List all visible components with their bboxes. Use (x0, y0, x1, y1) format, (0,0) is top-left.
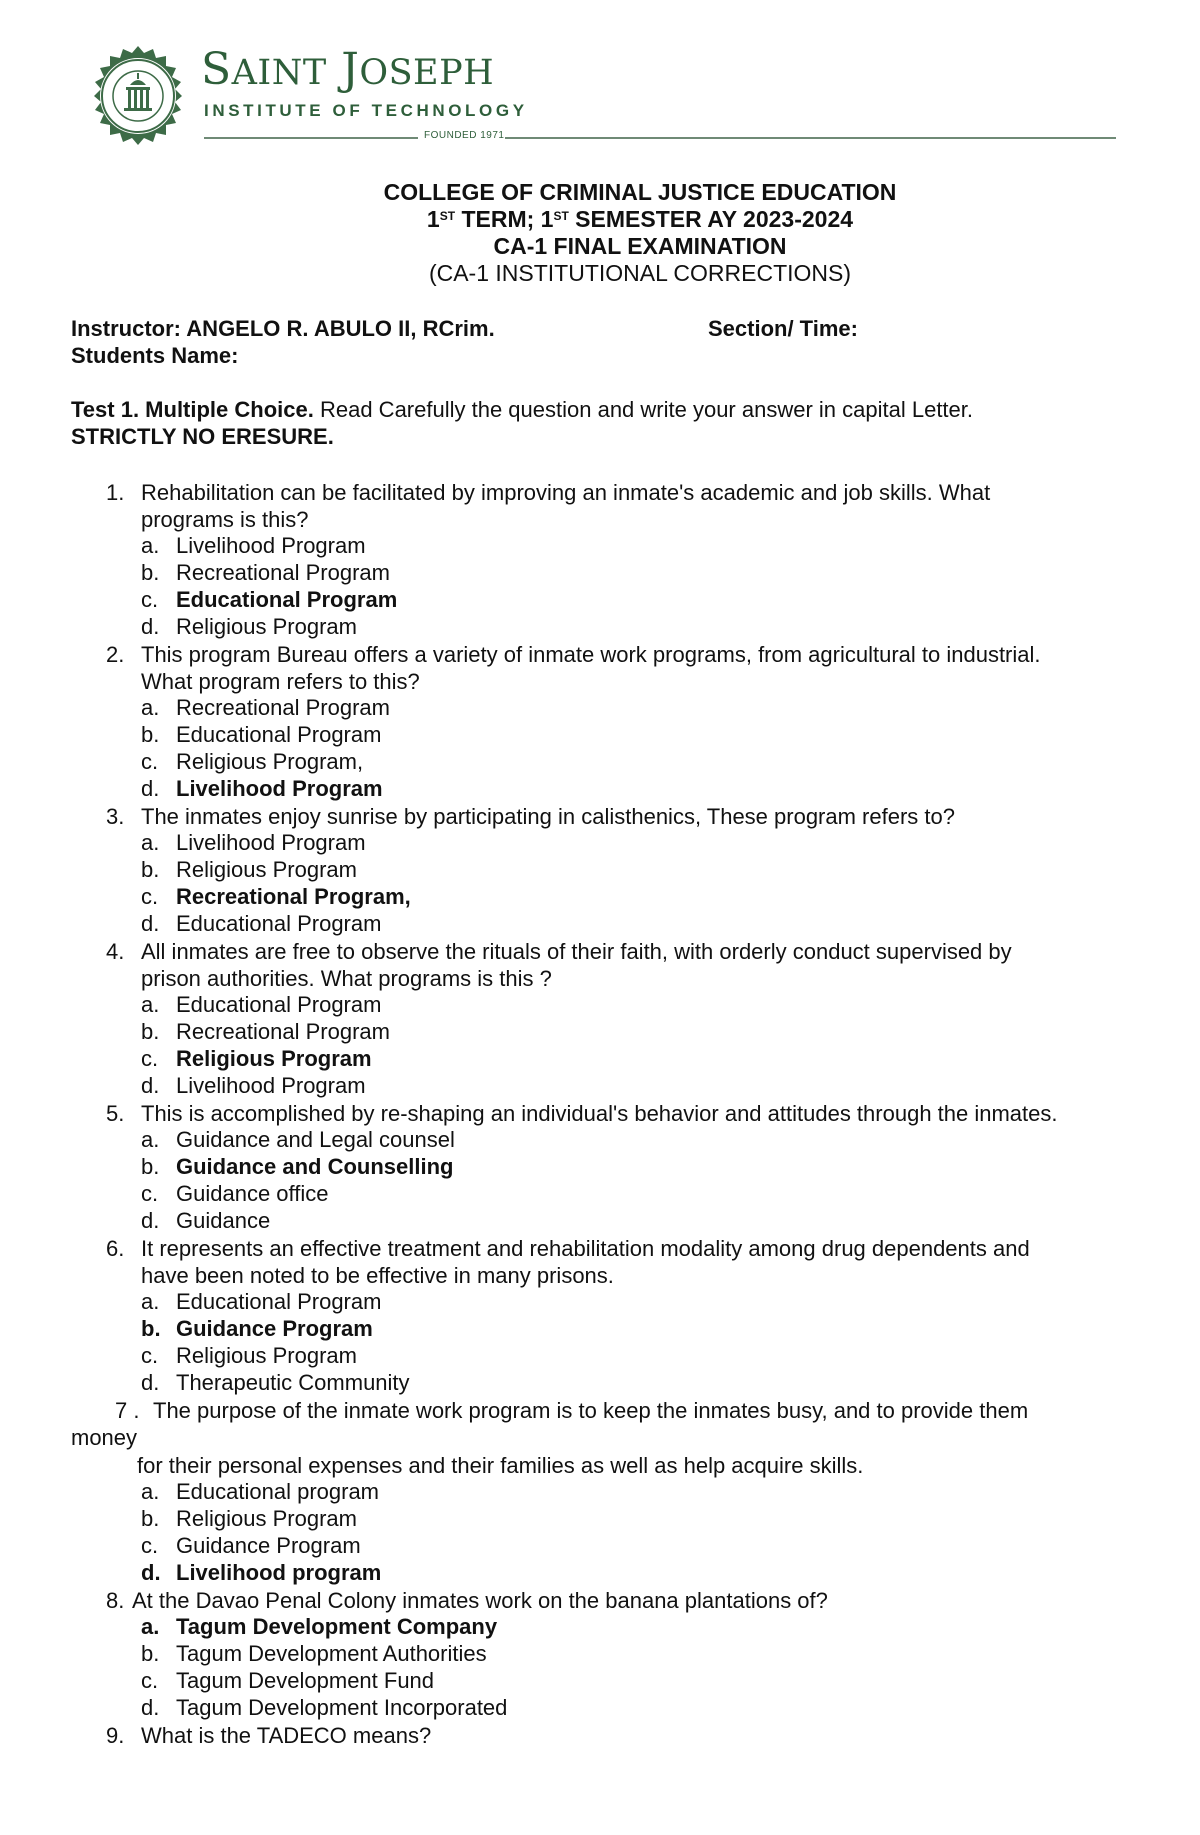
exam-page: SAINT JOSEPH INSTITUTE OF TECHNOLOGY FOUNDED 1971 COLLEGE OF CRIMINAL JUSTICE EDUCATION 1ST TERM; 1ST SEMESTER AY 2023-2024 CA-1 FINAL EXAMINATION (CA-1 INSTITUTIONAL CORRECTIONS) Instructor: ANGELO R. ABULO II, RCrim. Section/ Time: Students Name: Test 1. Multiple Choice. Read Carefully the question and write your answer in capital Letter. STRICTLY NO ERESURE. 1. Rehabilitation can be facilitated by improving an inmate's academic and job skills. What programs is this? a. Livelihood Program b. Recreational Program c. Educational Program d. Religious Program 2. This program Bureau offers a variety of inmate work programs, from agricultural to industrial. What program refers to this? a. Recreational Program b. Educational Program c. Religious Program, d. Livelihood Program 3. The inmates enjoy sunrise by participating in calisthenics, These program refers to? a. Livelihood Program b. Religious Program c. Recreational Program, d. Educational Program 4. All inmates are free to observe the rituals of their faith, with orderly conduct supervised by prison authorities. What programs is this ? a. Educational Program b. Recreational Program c. Religious Program d. Livelihood Program 5. This is accomplished by re-shaping an individual's behavior and attitudes through the inmates. a. Guidance and Legal counsel b. Guidance and Counselling c. Guidance office d. Guidance 6. It represents an effective treatment and rehabilitation modality among drug dependents and have been noted to be effective in many prisons. a. Educational Program b. Guidance Program c. Religious Program d. Therapeutic Community 7 . The purpose of the inmate work program is to keep the inmates busy, and to provide them money for their personal expenses and their families as well as help acquire skills. a. Educational program b. Religious Program c. Guidance Program d. Livelihood program 8. At the Davao Penal Colony inmates work on the banana plantations of? a. Tagum Development Company b. Tagum Development Authorities c. Tagum Development Fund d. Tagum Development Incorporated 9. What is the TADECO means? (0, 0, 1200, 1835)
brand-subtitle: INSTITUTE OF TECHNOLOGY (204, 101, 528, 120)
brand-name: SAINT JOSEPH (201, 44, 495, 95)
test-instruction: Test 1. Multiple Choice. Read Carefully the question and write your answer in capital Letter. (71, 397, 973, 422)
college-title: COLLEGE OF CRIMINAL JUSTICE EDUCATION (383, 179, 897, 205)
instructor-label: Instructor: ANGELO R. ABULO II, RCrim. (71, 316, 495, 341)
exam-title: CA-1 FINAL EXAMINATION (493, 233, 787, 259)
student-name-label: Students Name: (71, 343, 239, 368)
course-title: (CA-1 INSTITUTIONAL CORRECTIONS) (428, 260, 852, 286)
header-rule-right (505, 137, 1116, 139)
school-seal-logo (84, 37, 192, 155)
term-line: 1ST TERM; 1ST SEMESTER AY 2023-2024 (426, 206, 854, 232)
founded-label: FOUNDED 1971 (424, 130, 505, 141)
header-rule-left (204, 137, 418, 139)
exam-title-block (0, 179, 1200, 287)
strict-notice: STRICTLY NO ERESURE. (71, 424, 334, 449)
section-time-label: Section/ Time: (708, 316, 858, 341)
